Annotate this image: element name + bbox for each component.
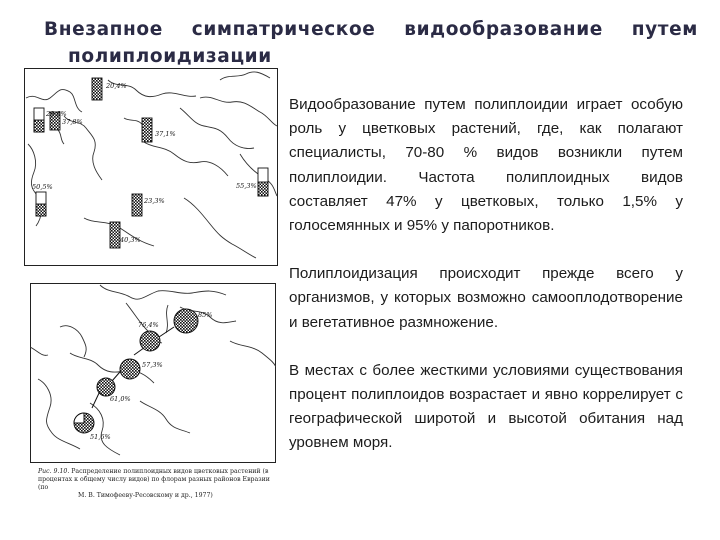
caption-text: Распределение полиплоидных видов цветковых растений (в процентах к общему числу видов) по флорам разных районов Евразии (по [38, 468, 270, 491]
map-label: 85% [198, 311, 213, 319]
histogram-bar-fill [36, 204, 46, 216]
pie-chart [174, 309, 198, 333]
map-label: 51,6% [90, 433, 111, 441]
map-frame [25, 69, 278, 266]
histogram-bar-fill [34, 120, 44, 132]
map-label: 61,0% [110, 395, 131, 403]
paragraph-speciation: Видообразование путем полиплоидии играет особую роль у цветковых растений, где, как полагают специалисты, 70-80 % видов возникли путем полиплоидии. Частота полиплоидных видов составляет 47% у цветковых, только 1,5% у голосемянных и 95% у папоротников. [289, 96, 683, 235]
paragraph-self-pollination: Полиплоидизация происходит прежде всего у организмов, у которых возможно самооплодотворение и вегетативное размножение. [289, 265, 683, 331]
title-line-2: полиплоидизации [68, 46, 272, 67]
map-label: 50,5% [32, 183, 53, 191]
map-label: 37,8% [62, 118, 83, 126]
histogram-bar [110, 222, 120, 248]
figure-caption [38, 468, 276, 500]
body-text [289, 93, 683, 480]
map-label: 55,3% [236, 182, 257, 190]
map-label: 23,3% [144, 197, 165, 205]
map-label: 20,4% [106, 82, 127, 90]
histogram-bar-fill [258, 182, 268, 196]
map-label: 57,3% [142, 361, 163, 369]
map-label: 76,4% [138, 321, 159, 329]
title-line-1: Внезапное симпатрическое видообразование путем [44, 19, 698, 40]
histogram-bar [142, 118, 152, 142]
map-label: 40,3% [120, 236, 141, 244]
paragraph-harsh-conditions: В местах с более жесткими условиями существования процент полиплоидов возрастает и явно коррелирует с географической широтой и высотой обитания над уровнем моря. [289, 361, 683, 452]
histogram-bar [92, 78, 102, 100]
pie-chart [120, 359, 140, 379]
map-frame [31, 284, 276, 463]
map-label: 29,6% [46, 110, 67, 118]
caption-source: М. В. Тимофееву-Ресовскому и др., 1977) [78, 492, 213, 499]
slide-title [44, 16, 698, 70]
polyploidy-map-europe [30, 283, 276, 463]
polyploidy-map-north [24, 68, 278, 266]
map-label: 37,1% [155, 130, 176, 138]
pie-chart [140, 331, 160, 351]
pie-chart [97, 378, 115, 396]
caption-label: Рис. 9.10. [38, 468, 70, 475]
histogram-bar [132, 194, 142, 216]
